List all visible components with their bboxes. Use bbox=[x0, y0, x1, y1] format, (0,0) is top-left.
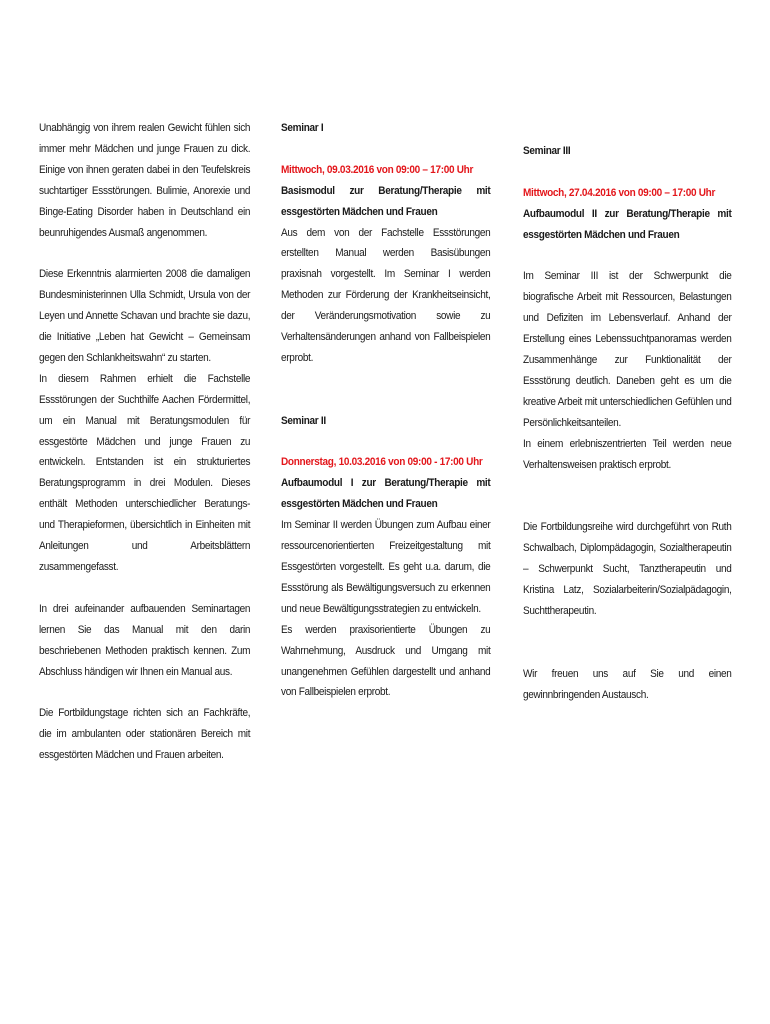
seminar-2-description: Im Seminar II werden Übungen zum Aufbau einer ressourcenorientierten Freizeitgestaltung mit Essgestörten vorgestellt. Es geht u.a. darum, die Essstörung als Bewältigungsversuch zu erkennen und neue Bewältigungsstrategien zu entwickeln. bbox=[281, 519, 491, 615]
seminar-3-title: Aufbaumodul II zur Beratung/Therapie mit essgestörten Mädchen und Frauen bbox=[523, 207, 732, 241]
seminar-1-date: Mittwoch, 09.03.2016 von 09:00 – 17:00 Uhr bbox=[281, 163, 474, 176]
intro-paragraph-5: Die Fortbildungstage richten sich an Fachkräfte, die im ambulanten oder stationären Bereich mit essgestörten Mädchen und Frauen arbeiten. bbox=[39, 707, 251, 762]
intro-paragraph-3: In diesem Rahmen erhielt die Fachstelle Essstörungen der Suchthilfe Aachen Fördermittel, um ein Manual mit Beratungsmodulen für essgestörte Mädchen und junge Frauen zu entwickeln. Entstanden ist ein strukturiertes Beratungsprogramm in drei Modulen. Dieses enthält Methoden unterschiedlicher Beratungs- und Therapieformen, übersichtlich in Einheiten mit Anleitungen und Arbeitsblättern zusammengefasst. bbox=[39, 372, 251, 574]
seminar-column-3 bbox=[523, 141, 732, 705]
seminar-3-heading: Seminar III bbox=[523, 145, 571, 157]
intro-paragraph-1: Unabhängig von ihrem realen Gewicht fühlen sich immer mehr Mädchen und junge Frauen zu dick. Einige von ihnen geraten dabei in den Teufelskreis suchtartiger Essstörungen. Bulimie, Anorexie und Binge-Eating Disorder haben in Deutschland ein beunruhigendes Ausmaß angenommen. bbox=[39, 122, 251, 239]
seminar-1-description: Aus dem von der Fachstelle Essstörungen erstellten Manual werden Basisübungen praxisnah vorgestellt. Im Seminar I werden Methoden zur Förderung der Krankheitseinsicht, der Veränderungsmotivation sowie zu Verhaltensänderungen anhand von Fallbeispielen erprobt. bbox=[281, 226, 491, 364]
intro-paragraph-4: In drei aufeinander aufbauenden Seminartagen lernen Sie das Manual mit den darin beschriebenen Methoden praktisch kennen. Zum Abschluss händigen wir Ihnen ein Manual aus. bbox=[39, 602, 251, 678]
trainers-paragraph: Die Fortbildungsreihe wird durchgeführt von Ruth Schwalbach, Diplompädagogin, Sozialtherapeutin – Schwerpunkt Sucht, Tanztherapeutin und Kristina Latz, Sozialarbeiterin/Sozialpädagogin, Suchttherapeutin. bbox=[523, 521, 732, 617]
seminar-column-1-2 bbox=[281, 118, 490, 703]
intro-paragraph-2: Diese Erkenntnis alarmierten 2008 die damaligen Bundesministerinnen Ulla Schmidt, Ursula von der Leyen und Annette Schavan und brachte sie dazu, die Initiative „Leben hat Gewicht – Gemeinsam gegen den Schlankheitswahn“ zu starten. bbox=[39, 268, 251, 364]
seminar-3-description-2: In einem erlebniszentrierten Teil werden neue Verhaltensweisen praktisch erprobt. bbox=[523, 437, 732, 471]
seminar-2-heading: Seminar II bbox=[281, 414, 326, 427]
seminar-2-description-2: Es werden praxisorientierte Übungen zu Wahrnehmung, Ausdruck und Umgang mit unangenehmen Gefühlen dargestellt und anhand von Fallbeispielen erprobt. bbox=[281, 623, 491, 699]
seminar-2-date: Donnerstag, 10.03.2016 von 09:00 - 17:00 Uhr bbox=[281, 456, 483, 469]
closing-paragraph: Wir freuen uns auf Sie und einen gewinnbringenden Austausch. bbox=[523, 667, 732, 701]
seminar-3-description: Im Seminar III ist der Schwerpunkt die biografische Arbeit mit Ressourcen, Belastungen und Defiziten im Lebensverlauf. Anhand der Erstellung eines Lebenssuchtpanoramas werden Zusammenhänge zur Funktionalität der Essstörung deutlich. Daneben geht es um die kreative Arbeit mit unterschiedlichen Gefühlen und Persönlichkeitsanteilen. bbox=[523, 270, 732, 429]
seminar-1-title: Basismodul zur Beratung/Therapie mit essgestörten Mädchen und Frauen bbox=[281, 184, 491, 218]
seminar-1-heading: Seminar I bbox=[281, 122, 324, 134]
seminar-3-date: Mittwoch, 27.04.2016 von 09:00 – 17:00 Uhr bbox=[523, 186, 716, 199]
seminar-2-title: Aufbaumodul I zur Beratung/Therapie mit essgestörten Mädchen und Frauen bbox=[281, 477, 491, 511]
intro-column bbox=[39, 118, 250, 766]
